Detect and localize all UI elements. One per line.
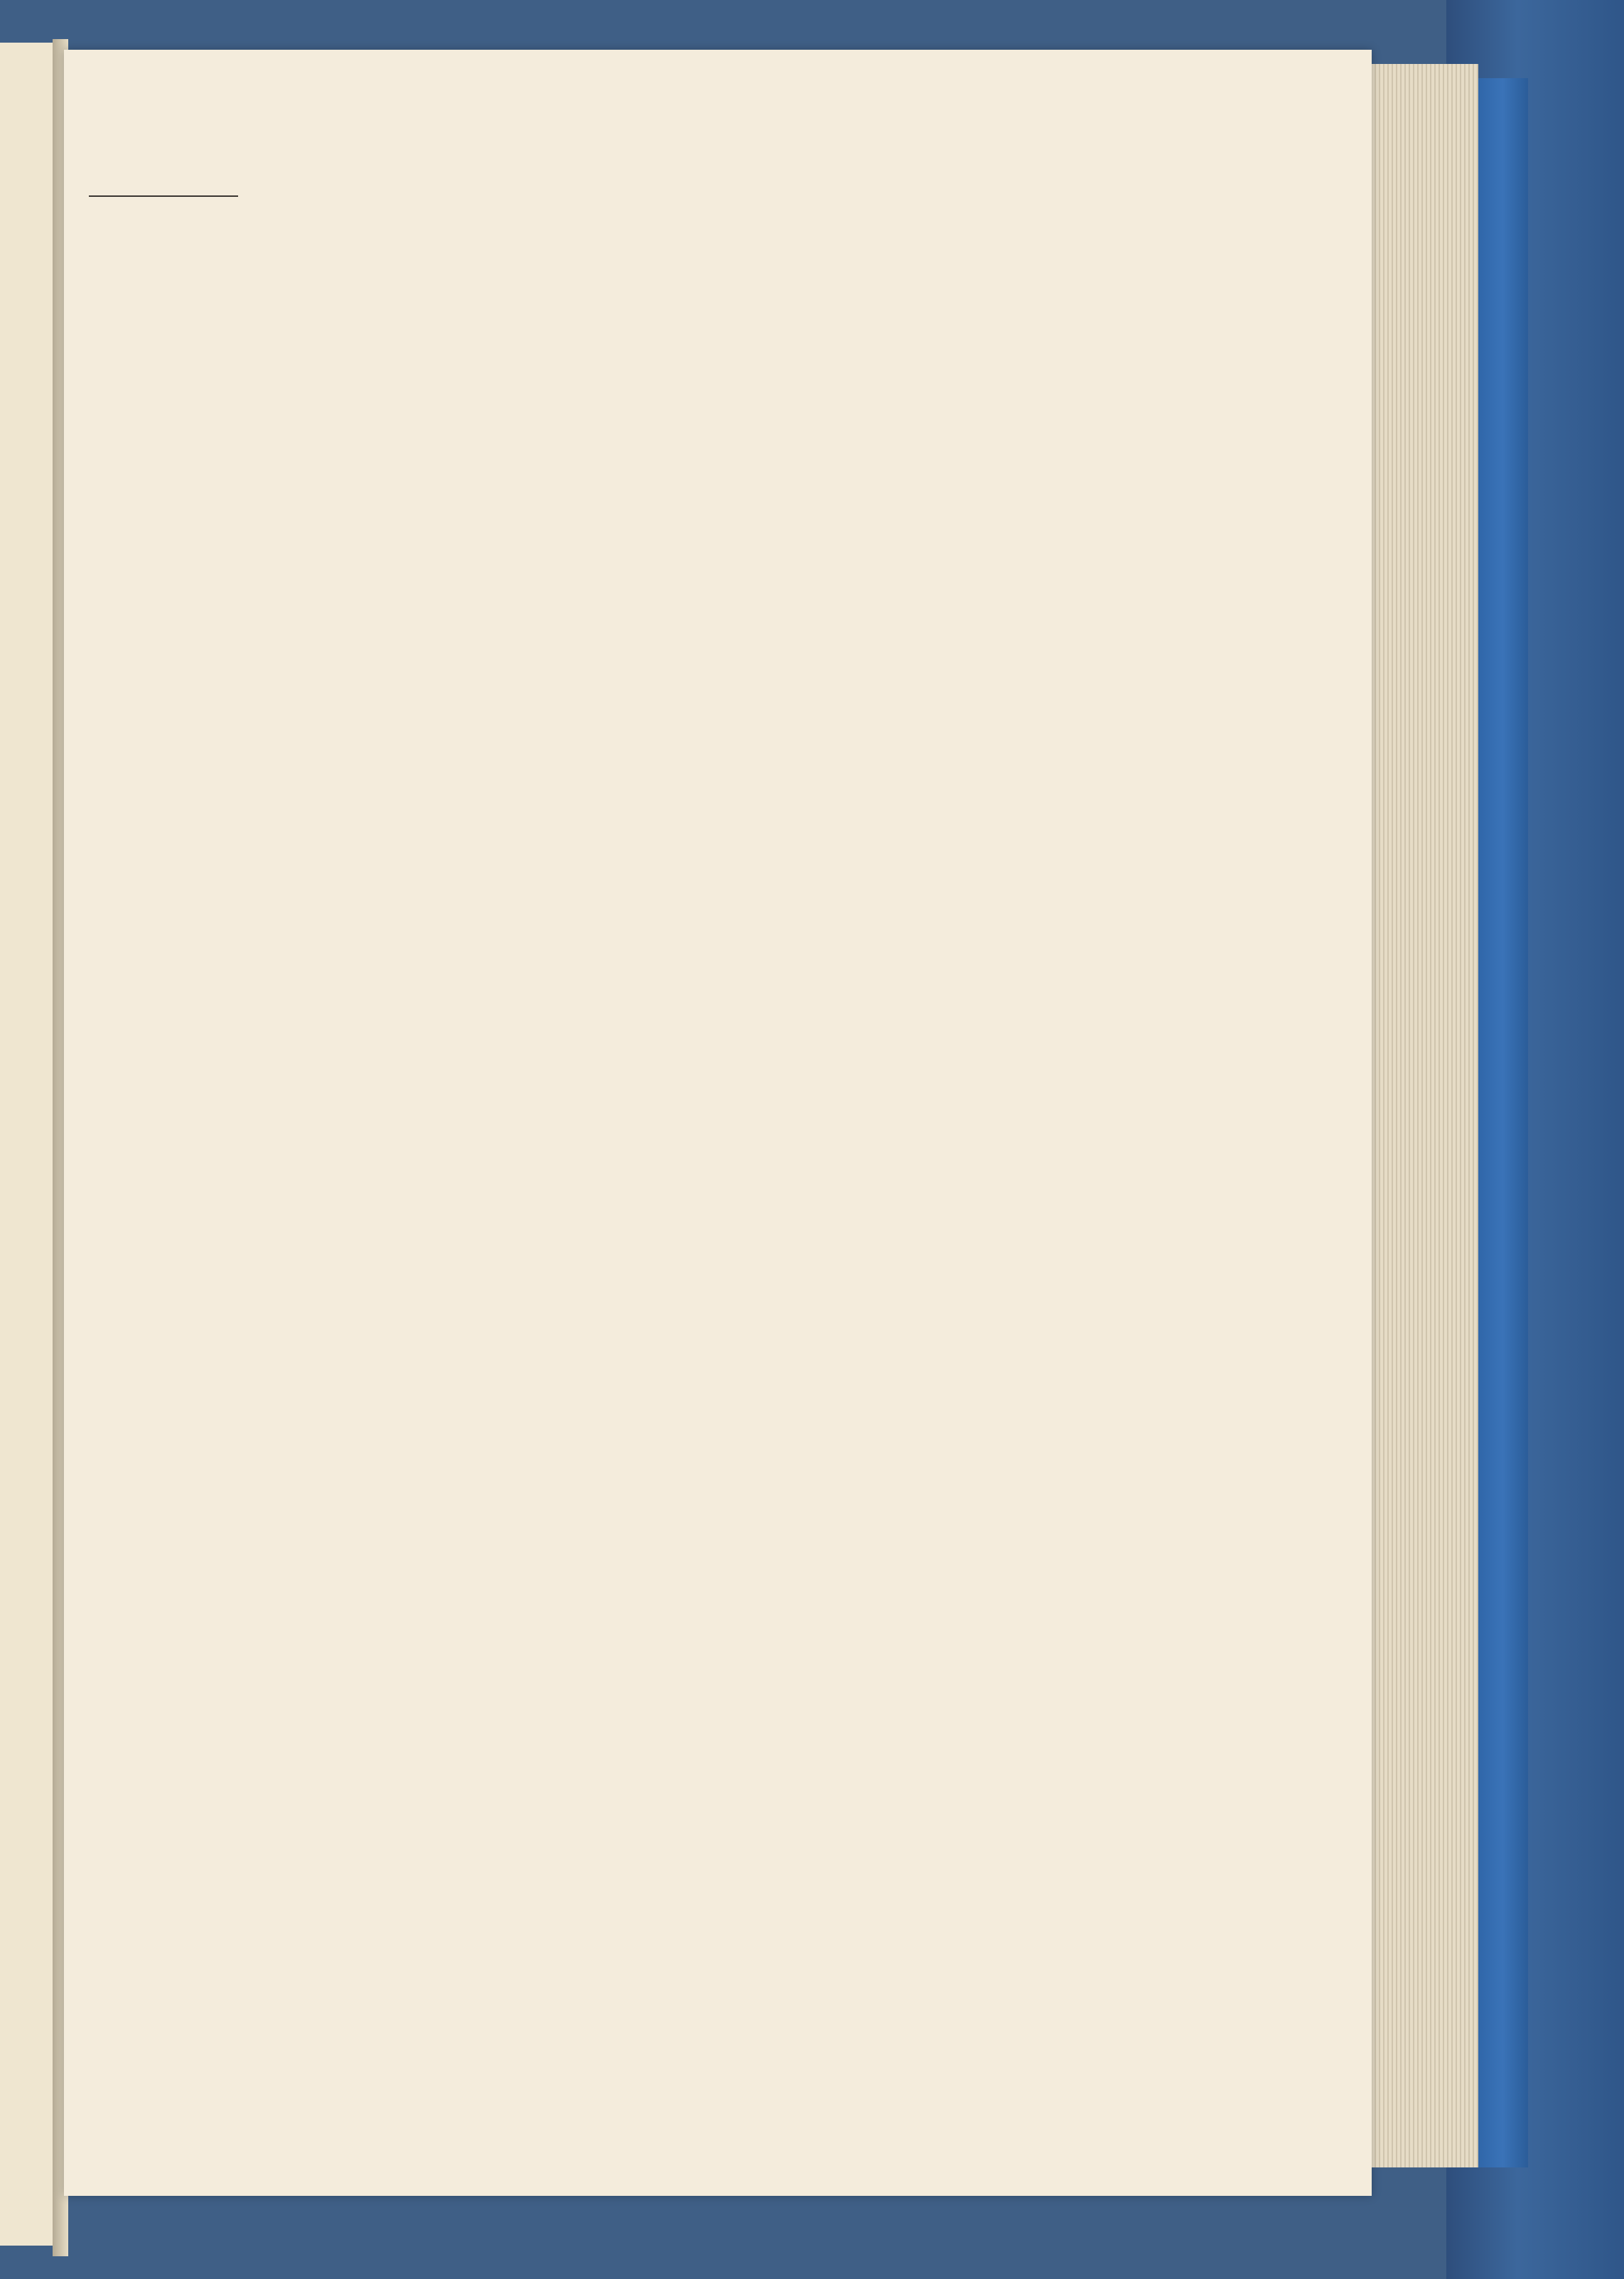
- left-page: [0, 43, 55, 2246]
- page-content: [89, 160, 1123, 225]
- right-page: [64, 50, 1372, 2196]
- footnote-rule: [89, 195, 238, 197]
